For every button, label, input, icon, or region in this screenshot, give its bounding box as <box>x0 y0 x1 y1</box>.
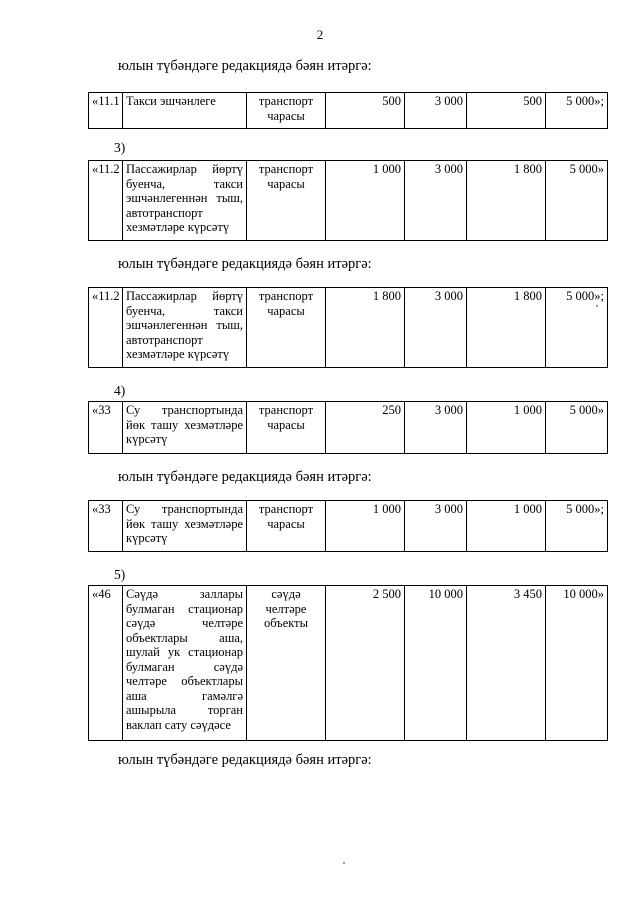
row-name: Такси эшчәнлеге <box>123 93 247 129</box>
row-value-4: 5 000» <box>546 161 608 241</box>
row-name: Су транспортында йөк ташу хезмәтләре күрсәтү <box>123 501 247 552</box>
row-code: «33 <box>89 402 123 454</box>
item-number: 3) <box>114 140 126 155</box>
row-value-1: 500 <box>326 93 405 129</box>
row-base: транспорт чарасы <box>247 93 326 129</box>
item-number: 5) <box>114 567 126 582</box>
tariff-table-row <box>88 160 608 241</box>
scan-speck <box>343 862 345 864</box>
tariff-table-row <box>88 92 608 129</box>
row-value-2: 3 000 <box>405 93 467 129</box>
row-code: «11.2 <box>89 161 123 241</box>
page-number: 2 <box>316 27 324 42</box>
edit-phrase: юлын түбәндәге редакциядә бәян итәргә: <box>118 256 372 272</box>
row-name: Сәүдә заллары булмаган стационар сәүдә челтәре объектлары аша, шулай ук стационар булмаган сәүдә челтәре объектлары аша гамәлгә ашырыла торган ваклап сату сәүдәсе <box>123 586 247 741</box>
row-value-3: 1 000 <box>467 501 546 552</box>
row-value-4: 5 000»; <box>546 93 608 129</box>
row-value-3: 1 800 <box>467 161 546 241</box>
row-base: транспорт чарасы <box>247 402 326 454</box>
tariff-table-row <box>88 287 608 368</box>
row-value-4: 5 000» <box>546 402 608 454</box>
row-value-2: 3 000 <box>405 161 467 241</box>
row-value-4: 5 000»; <box>546 288 608 368</box>
row-value-1: 1 800 <box>326 288 405 368</box>
row-code: «11.1 <box>89 93 123 129</box>
edit-phrase: юлын түбәндәге редакциядә бәян итәргә: <box>118 469 372 485</box>
row-value-1: 250 <box>326 402 405 454</box>
row-base: транспорт чарасы <box>247 161 326 241</box>
row-base: транспорт чарасы <box>247 501 326 552</box>
scan-speck <box>596 305 598 307</box>
row-value-2: 3 000 <box>405 402 467 454</box>
row-base: транспорт чарасы <box>247 288 326 368</box>
row-name: Су транспортында йөк ташу хезмәтләре күрсәтү <box>123 402 247 454</box>
row-value-3: 1 000 <box>467 402 546 454</box>
tariff-table-row <box>88 401 608 454</box>
row-value-1: 1 000 <box>326 501 405 552</box>
row-base: сәүдә челтәре объекты <box>247 586 326 741</box>
row-value-2: 10 000 <box>405 586 467 741</box>
edit-phrase: юлын түбәндәге редакциядә бәян итәргә: <box>118 752 372 768</box>
row-value-2: 3 000 <box>405 501 467 552</box>
row-value-1: 2 500 <box>326 586 405 741</box>
row-value-3: 1 800 <box>467 288 546 368</box>
row-value-2: 3 000 <box>405 288 467 368</box>
row-code: «46 <box>89 586 123 741</box>
tariff-table-row <box>88 500 608 552</box>
row-value-4: 5 000»; <box>546 501 608 552</box>
item-number: 4) <box>114 383 126 398</box>
row-code: «11.2 <box>89 288 123 368</box>
row-value-3: 500 <box>467 93 546 129</box>
edit-phrase: юлын түбәндәге редакциядә бәян итәргә: <box>118 58 372 74</box>
tariff-table-row <box>88 585 608 741</box>
row-code: «33 <box>89 501 123 552</box>
row-name: Пассажирлар йөртү буенча, такси эшчәнлегеннән тыш, автотранспорт хезмәтләре күрсәтү <box>123 161 247 241</box>
row-name: Пассажирлар йөртү буенча, такси эшчәнлегеннән тыш, автотранспорт хезмәтләре күрсәтү <box>123 288 247 368</box>
row-value-3: 3 450 <box>467 586 546 741</box>
row-value-4: 10 000» <box>546 586 608 741</box>
row-value-1: 1 000 <box>326 161 405 241</box>
